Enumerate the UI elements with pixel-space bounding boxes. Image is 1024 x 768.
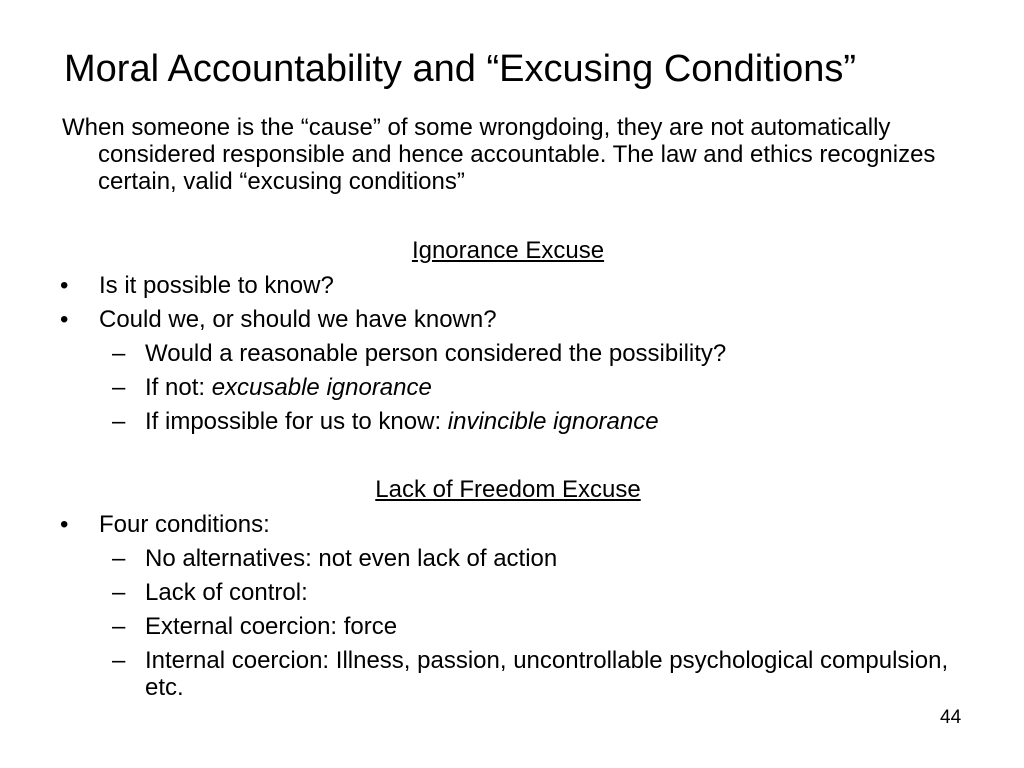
subitem-emphasis: invincible ignorance: [447, 408, 659, 435]
subitem-text: [145, 374, 432, 401]
dash-icon: –: [112, 340, 126, 367]
dash-icon: –: [112, 579, 126, 606]
bullet-icon: •: [60, 511, 69, 538]
subitem-prefix: If impossible for us to know:: [145, 408, 448, 435]
subitem-text: Internal coercion: Illness, passion, uncontrollable psychological compulsion, etc.: [145, 647, 949, 701]
ignorance-excuse-heading: Ignorance Excuse: [411, 237, 605, 264]
bullet-icon: •: [60, 306, 69, 333]
bullet-text: Is it possible to know?: [99, 272, 334, 299]
subitem-emphasis: excusable ignorance: [211, 374, 432, 401]
dash-icon: –: [112, 545, 126, 572]
bullet-text: Four conditions:: [99, 511, 270, 538]
intro-paragraph: When someone is the “cause” of some wrongdoing, they are not automatically considered responsible and hence accountable. The law and ethics recognizes certain, valid “excusing conditions”: [62, 114, 936, 195]
subitem-text: [145, 408, 659, 435]
dash-icon: –: [112, 374, 126, 401]
subitem-text: Would a reasonable person considered the possibility?: [145, 340, 727, 367]
dash-icon: –: [112, 647, 126, 674]
page-number: 44: [940, 707, 962, 728]
slide-title: Moral Accountability and “Excusing Conditions”: [64, 48, 857, 90]
subitem-text: Lack of control:: [145, 579, 308, 606]
dash-icon: –: [112, 408, 126, 435]
bullet-icon: •: [60, 272, 69, 299]
lack-of-freedom-heading: Lack of Freedom Excuse: [375, 476, 641, 503]
dash-icon: –: [112, 613, 126, 640]
subitem-text: No alternatives: not even lack of action: [145, 545, 558, 572]
subitem-text: External coercion: force: [145, 613, 398, 640]
subitem-prefix: If not:: [145, 374, 212, 401]
bullet-text: Could we, or should we have known?: [99, 306, 497, 333]
